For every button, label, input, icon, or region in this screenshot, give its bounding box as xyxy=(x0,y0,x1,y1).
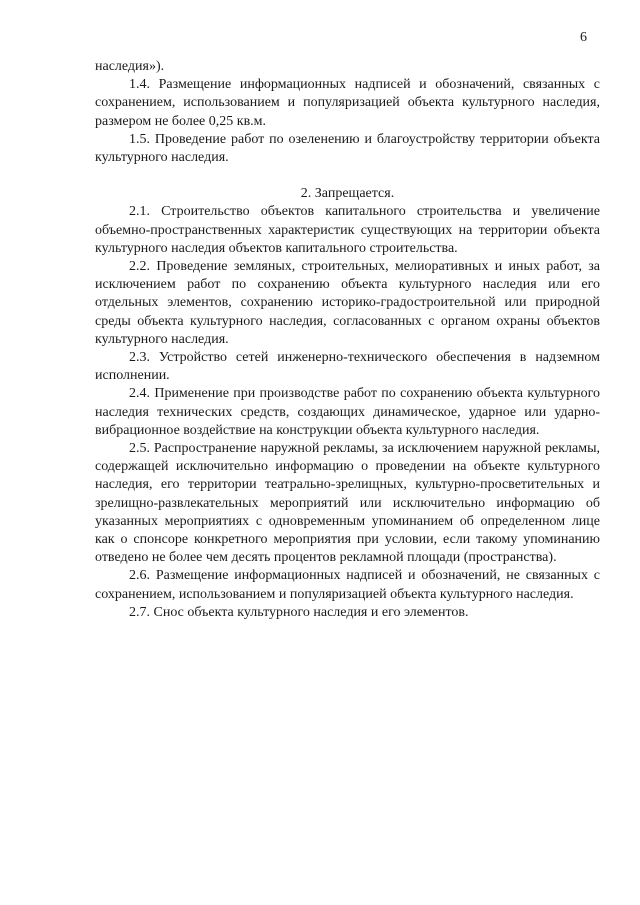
paragraph-2-4 xyxy=(95,385,600,440)
document-body xyxy=(95,58,600,622)
paragraph-text: Применение при производстве работ по сохранению объекта культурного наследия технических средств, создающих динамическое, ударное или ударно-вибрационное воздействие на конструкции объекта культурного наследия. xyxy=(95,386,600,438)
paragraph-2-6 xyxy=(95,567,600,603)
paragraph-number: 2.5. xyxy=(129,441,150,457)
paragraph-text: Строительство объектов капитального строительства и увеличение объемно-пространственных характеристик существующих на территории объекта культурного наследия объектов капитального строительства. xyxy=(95,204,600,256)
paragraph-number: 2.4. xyxy=(129,386,150,402)
section-heading: 2. Запрещается. xyxy=(300,186,395,202)
paragraph-text: Размещение информационных надписей и обозначений, не связанных с сохранением, использованием и популяризацией объекта культурного наследия. xyxy=(95,568,601,602)
paragraph-2-7 xyxy=(95,604,600,622)
paragraph-text: Устройство сетей инженерно-технического обеспечения в надземном исполнении. xyxy=(95,350,601,384)
page-number: 6 xyxy=(580,30,587,45)
paragraph-1-5 xyxy=(95,131,600,167)
paragraph-2-5 xyxy=(95,440,600,567)
paragraph-text: Проведение работ по озеленению и благоустройству территории объекта культурного наследия. xyxy=(95,131,601,166)
paragraph-number: 1.4. xyxy=(129,77,150,93)
paragraph-text: Снос объекта культурного наследия и его элементов. xyxy=(153,604,469,620)
paragraph-number: 2.2. xyxy=(129,259,150,275)
paragraph-2-3 xyxy=(95,349,600,385)
continuation-text: наследия»). xyxy=(95,59,165,74)
paragraph-number: 2.7. xyxy=(129,604,150,620)
paragraph-number: 2.6. xyxy=(129,568,150,584)
paragraph-number: 1.5. xyxy=(129,131,150,147)
paragraph-number: 2.3. xyxy=(129,350,150,366)
paragraph-text: Проведение земляных, строительных, мелиоративных и иных работ, за исключением работ по сохранению объекта культурного наследия или его отдельных элементов, сохранению историко-градостроительной или природной среды объекта культурного наследия, согласованных с органом охраны объектов культурного наследия. xyxy=(95,259,600,347)
paragraph-2-2 xyxy=(95,258,600,349)
paragraph-text: Распространение наружной рекламы, за исключением наружной рекламы, содержащей исключительно информацию о проведении на объекте культурного наследия, его территории театрально-зрелищных, культурно-просветительных и зрелищно-развлекательных мероприятий или исключительно информацию об указанных мероприятиях с одновременным упоминанием об определенном лице как о спонсоре конкретного мероприятия при условии, если такому упоминанию отведено не более чем десять процентов рекламной площади (пространства). xyxy=(95,441,600,566)
paragraph-1-4 xyxy=(95,76,600,131)
paragraph-number: 2.1. xyxy=(129,204,150,220)
paragraph-2-1 xyxy=(95,203,600,258)
paragraph-text: Размещение информационных надписей и обозначений, связанных с сохранением, использованием и популяризацией объекта культурного наследия, размером не более 0,25 кв.м. xyxy=(95,77,600,129)
